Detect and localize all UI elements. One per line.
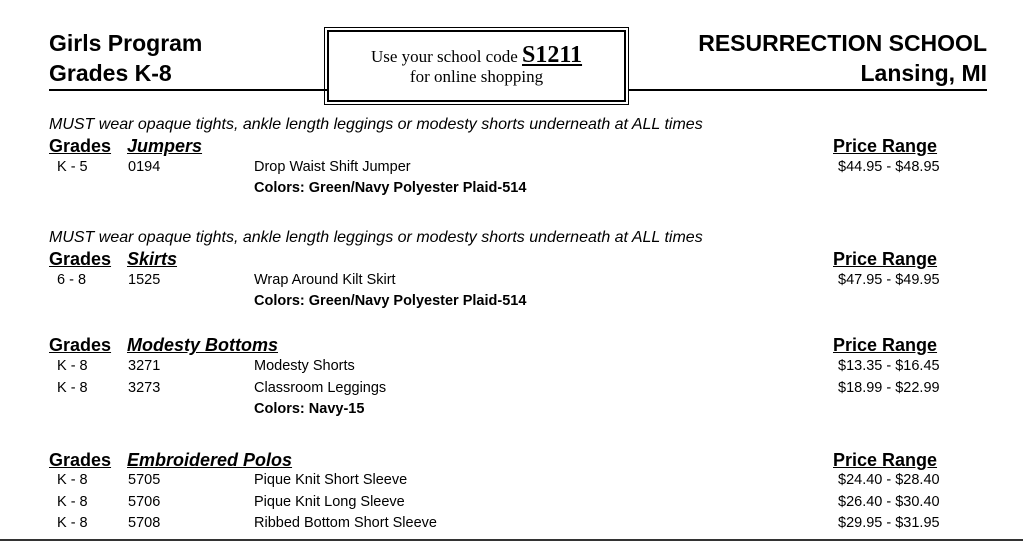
section-heading xyxy=(49,335,279,356)
item-description: Pique Knit Long Sleeve xyxy=(254,494,405,510)
grades-label: Grades xyxy=(49,136,112,156)
item-grades: K - 8 xyxy=(57,515,88,531)
section-note: MUST wear opaque tights, ankle length leggings or modesty shorts underneath at ALL times xyxy=(49,116,703,133)
item-style: 5708 xyxy=(128,515,161,531)
item-price: $24.40 - $28.40 xyxy=(838,472,940,488)
program-title: Girls Program xyxy=(49,30,203,56)
item-grades: K - 8 xyxy=(57,358,88,374)
category-title: Embroidered Polos xyxy=(127,450,293,470)
item-description: Classroom Leggings xyxy=(254,380,387,396)
item-style: 5705 xyxy=(128,472,161,488)
header-rule-right xyxy=(628,89,987,91)
table-row xyxy=(0,515,1023,535)
table-row xyxy=(0,472,1023,492)
header-rule-left xyxy=(49,89,327,91)
item-price: $44.95 - $48.95 xyxy=(838,159,940,175)
school-code: S1211 xyxy=(522,42,583,68)
page-bottom-edge xyxy=(0,539,1023,541)
category-title: Jumpers xyxy=(127,136,203,156)
section-heading xyxy=(49,450,293,471)
category-title: Modesty Bottoms xyxy=(127,335,279,355)
price-range-label: Price Range xyxy=(833,136,938,156)
item-style: 5706 xyxy=(128,494,161,510)
table-row xyxy=(0,159,1023,179)
item-style: 1525 xyxy=(128,272,161,288)
item-price: $26.40 - $30.40 xyxy=(838,494,940,510)
item-description: Wrap Around Kilt Skirt xyxy=(254,272,396,288)
item-grades: K - 8 xyxy=(57,380,88,396)
grades-label: Grades xyxy=(49,249,112,269)
price-range-label: Price Range xyxy=(833,335,938,355)
item-price: $13.35 - $16.45 xyxy=(838,358,940,374)
item-style: 3273 xyxy=(128,380,161,396)
program-header xyxy=(49,28,202,88)
grades-label: Grades xyxy=(49,335,112,355)
item-description: Ribbed Bottom Short Sleeve xyxy=(254,515,437,531)
price-range-label: Price Range xyxy=(833,249,938,269)
school-header xyxy=(698,28,987,88)
school-code-box xyxy=(327,30,626,102)
program-grades: Grades K-8 xyxy=(49,60,172,86)
colors-note: Colors: Green/Navy Polyester Plaid-514 xyxy=(254,180,527,196)
item-price: $18.99 - $22.99 xyxy=(838,380,940,396)
colors-note: Colors: Green/Navy Polyester Plaid-514 xyxy=(254,293,527,309)
item-description: Drop Waist Shift Jumper xyxy=(254,159,411,175)
item-grades: K - 5 xyxy=(57,159,88,175)
section-note: MUST wear opaque tights, ankle length leggings or modesty shorts underneath at ALL times xyxy=(49,229,703,246)
school-location: Lansing, MI xyxy=(860,60,987,86)
item-description: Pique Knit Short Sleeve xyxy=(254,472,408,488)
item-style: 3271 xyxy=(128,358,161,374)
table-row xyxy=(0,358,1023,378)
price-range-label: Price Range xyxy=(833,450,938,470)
table-row xyxy=(0,380,1023,400)
code-suffix: for online shopping xyxy=(409,67,544,86)
item-description: Modesty Shorts xyxy=(254,358,355,374)
colors-note: Colors: Navy-15 xyxy=(254,401,365,417)
item-grades: K - 8 xyxy=(57,472,88,488)
section-heading xyxy=(49,136,203,157)
table-row xyxy=(0,494,1023,514)
item-grades: K - 8 xyxy=(57,494,88,510)
item-price: $29.95 - $31.95 xyxy=(838,515,940,531)
category-title: Skirts xyxy=(127,249,178,269)
grades-label: Grades xyxy=(49,450,112,470)
section-heading xyxy=(49,249,178,270)
item-grades: 6 - 8 xyxy=(57,272,87,288)
school-name: RESURRECTION SCHOOL xyxy=(698,30,987,56)
table-row xyxy=(0,272,1023,292)
item-style: 0194 xyxy=(128,159,161,175)
code-prefix: Use your school code xyxy=(370,47,518,66)
item-price: $47.95 - $49.95 xyxy=(838,272,940,288)
